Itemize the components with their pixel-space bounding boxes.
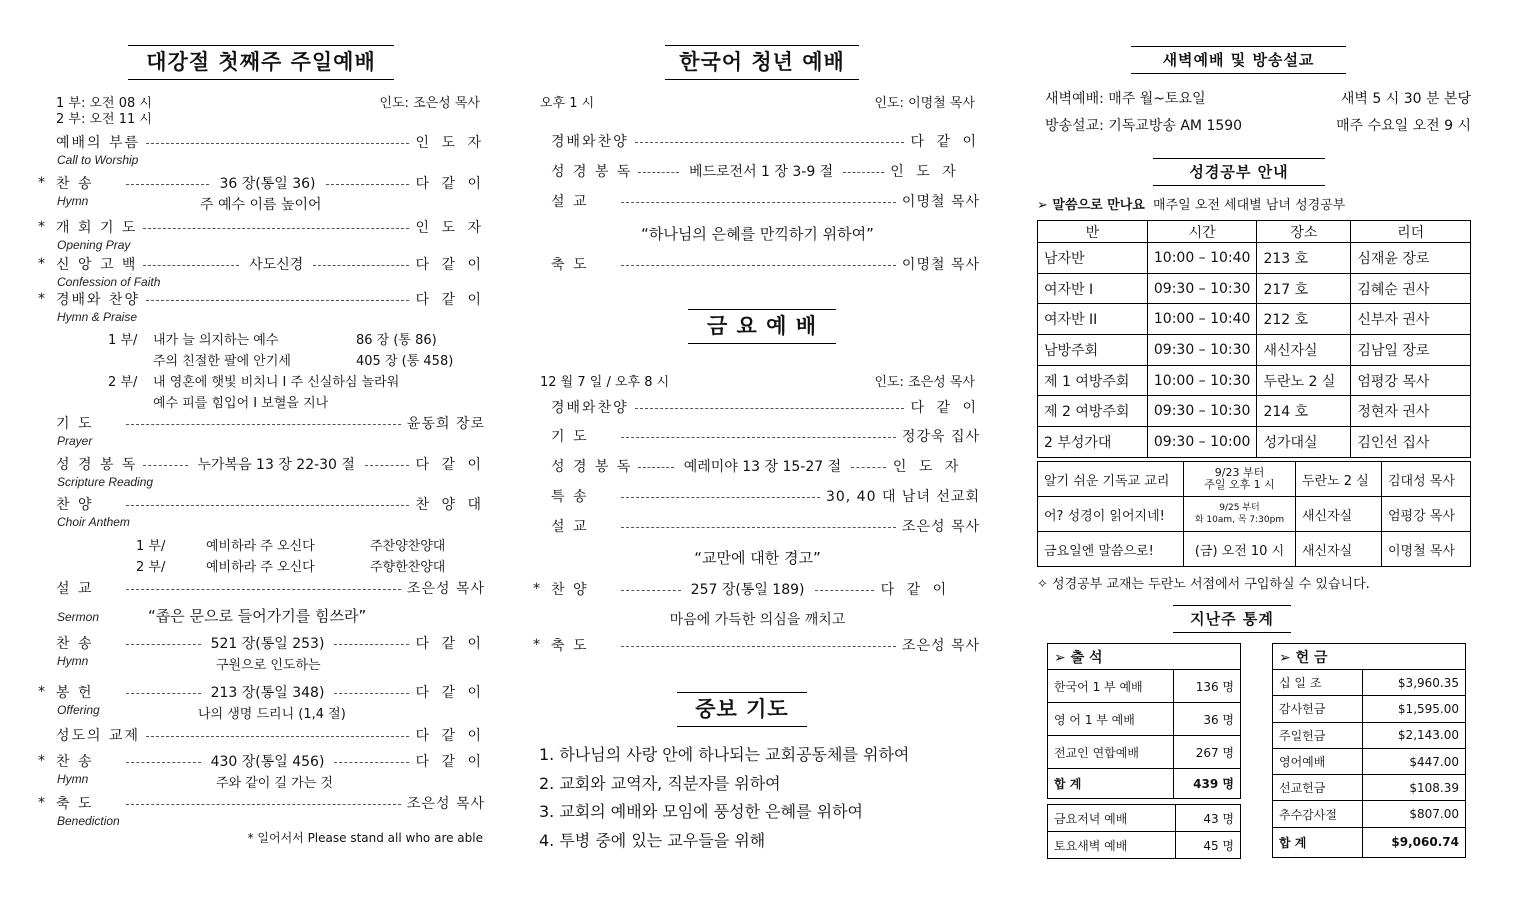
attendance-label: 영 어 1 부 예배 <box>1048 703 1174 736</box>
order-label: 성도의 교제 <box>56 728 141 744</box>
attendance-row <box>1048 805 1241 832</box>
study-cell: 제 2 여방주회 <box>1038 396 1148 427</box>
order-label: 경배와찬양 <box>551 400 629 416</box>
order-leader: 다 같 이 <box>415 754 485 770</box>
youth-leader: 인도: 이명철 목사 <box>874 96 975 111</box>
study-cell: 09:30 – 10:30 <box>1147 273 1257 304</box>
study-cell: 김혜순 권사 <box>1351 273 1471 304</box>
order-leader: 다 같 이 <box>415 457 485 473</box>
prayer-item: 3. 교회의 예배와 모임에 풍성한 은혜를 위하여 <box>539 802 863 821</box>
order-item <box>40 254 485 274</box>
study-cell: 제 1 여방주회 <box>1038 365 1148 396</box>
study-header-cell: 반 <box>1038 221 1148 243</box>
praise-number: 86 장 (통 86) <box>356 333 437 348</box>
praise-part: 2 부/ <box>108 375 138 390</box>
friday-hymn-title: 마음에 가득한 의심을 깨치고 <box>669 612 846 628</box>
order-label: 성 경 봉 독 <box>551 164 633 180</box>
study-extra-leader: 이명철 목사 <box>1382 532 1471 567</box>
offering-total-row <box>1273 827 1466 857</box>
order-english: Choir Anthem <box>57 515 130 529</box>
youth-sermon-title: “하나님의 은혜를 만끽하기 위하여” <box>641 225 874 243</box>
stand-marker: * <box>38 795 45 811</box>
order-english: Hymn <box>57 772 89 786</box>
order-english: Hymn <box>57 654 89 668</box>
study-extra-time2: 화 10am, 목 7:30pm <box>1194 515 1285 525</box>
study-cell: 정현자 권사 <box>1351 396 1471 427</box>
offering-label: 선교헌금 <box>1273 775 1363 801</box>
study-extra-name: 알기 쉬운 기독교 교리 <box>1038 462 1184 497</box>
study-cell: 09:30 – 10:30 <box>1147 396 1257 427</box>
order-item <box>40 793 485 813</box>
study-extra-leader: 엄평강 목사 <box>1382 497 1471 532</box>
order-subtitle: 주와 같이 길 가는 것 <box>216 776 333 791</box>
youth-title: 한국어 청년 예배 <box>665 45 859 80</box>
study-title: 성경공부 안내 <box>1153 158 1325 186</box>
offering-label: 영어예배 <box>1273 748 1363 774</box>
order-item <box>535 131 980 151</box>
choir-name: 주향한찬양대 <box>370 560 446 575</box>
study-cell: 김인선 집사 <box>1351 427 1471 458</box>
order-leader: 다 같 이 <box>415 257 485 273</box>
order-label: 기 도 <box>551 429 589 445</box>
study-row <box>1038 304 1471 335</box>
order-label: 축 도 <box>56 796 94 812</box>
attendance-value: 43 명 <box>1176 805 1241 832</box>
study-header-cell: 장소 <box>1257 221 1351 243</box>
stand-marker: * <box>38 684 45 700</box>
stats-title: 지난주 통계 <box>1173 605 1291 633</box>
sunday-title: 대강절 첫째주 주일예배 <box>128 45 394 80</box>
attendance-total-label: 합 계 <box>1048 769 1174 799</box>
order-item <box>535 579 980 599</box>
study-row <box>1038 427 1471 458</box>
order-leader: 다 같 이 <box>910 134 980 150</box>
order-detail: 36 장(통일 36) <box>215 173 319 193</box>
dawn-line1-right: 새벽 5 시 30 분 본당 <box>1340 91 1471 107</box>
order-english: Opening Pray <box>57 238 131 252</box>
order-item <box>535 516 980 536</box>
study-cell: 09:30 – 10:00 <box>1147 427 1257 458</box>
order-leader: 정강욱 집사 <box>901 429 980 445</box>
stand-marker: * <box>38 256 45 272</box>
order-item <box>535 486 980 506</box>
study-cell: 새신자실 <box>1257 335 1351 366</box>
attendance-row <box>1048 736 1241 769</box>
offering-label: 추수감사절 <box>1273 801 1363 827</box>
study-extra-table <box>1037 461 1471 567</box>
stand-marker: * <box>38 291 45 307</box>
order-leader: 이명철 목사 <box>901 257 980 273</box>
order-leader: 인 도 자 <box>415 220 485 236</box>
order-item <box>535 635 980 655</box>
order-detail: 257 장(통일 189) <box>687 579 809 599</box>
attendance-label: 한국어 1 부 예배 <box>1048 670 1174 703</box>
friday-sermon-title: “교만에 대한 경고” <box>694 549 821 567</box>
study-cell: 여자반 II <box>1038 304 1148 335</box>
order-label: 축 도 <box>551 257 589 273</box>
prayer-item: 4. 투병 중에 있는 교우들을 위해 <box>539 830 766 850</box>
service-time-1: 1 부: 오전 08 시 <box>56 96 152 111</box>
study-header-cell: 시간 <box>1147 221 1257 243</box>
order-label: 기 도 <box>56 416 94 432</box>
order-item <box>40 289 485 309</box>
stand-marker: * <box>38 219 45 235</box>
order-label: 설 교 <box>551 519 589 535</box>
offering-row <box>1273 748 1466 774</box>
service-time-2: 2 부: 오전 11 시 <box>56 112 152 127</box>
study-extra-row <box>1038 462 1471 497</box>
attendance-table <box>1047 643 1241 799</box>
choir-part: 2 부/ <box>136 560 166 575</box>
prayer-item: 1. 하나님의 사랑 안에 하나되는 교회공동체를 위하여 <box>539 745 910 764</box>
praise-song: 내 영혼에 햇빛 비치니 I 주 신실하심 놀라워 <box>153 375 400 390</box>
attendance-label: 토요새벽 예배 <box>1048 832 1176 859</box>
order-label: 봉 헌 <box>56 685 94 701</box>
friday-title: 금 요 예 배 <box>688 309 836 344</box>
order-item <box>40 173 485 193</box>
attendance-row <box>1048 703 1241 736</box>
order-detail: 521 장(통일 253) <box>207 633 329 653</box>
study-cell: 10:00 – 10:30 <box>1147 365 1257 396</box>
study-cell: 2 부성가대 <box>1038 427 1148 458</box>
attendance-label: 전교인 연합예배 <box>1048 736 1174 769</box>
dawn-title: 새벽예배 및 방송설교 <box>1131 46 1346 74</box>
sunday-leader: 인도: 조은성 목사 <box>379 96 480 111</box>
attendance-total-value: 439 명 <box>1174 769 1241 799</box>
offering-total-label: 합 계 <box>1273 827 1363 857</box>
order-item <box>40 217 485 237</box>
footnote: * 일어서서 Please stand all who are able <box>247 831 483 845</box>
order-english: Scripture Reading <box>57 475 154 489</box>
order-leader: 다 같 이 <box>415 176 485 192</box>
choir-song: 예비하라 주 오신다 <box>206 560 315 575</box>
offering-value: $3,960.35 <box>1363 670 1466 696</box>
study-extra-row <box>1038 497 1471 532</box>
study-note: ✧ 성경공부 교재는 두란노 서점에서 구입하실 수 있습니다. <box>1037 577 1370 592</box>
dawn-line2-right: 매주 수요일 오전 9 시 <box>1336 118 1471 134</box>
choir-song: 예비하라 주 오신다 <box>206 539 315 554</box>
order-leader: 다 같 이 <box>415 728 485 744</box>
order-detail: 사도신경 <box>245 254 307 274</box>
order-english: Offering <box>57 703 100 717</box>
dawn-line1-left: 새벽예배: 매주 월~토요일 <box>1045 91 1206 107</box>
study-extra-row <box>1038 532 1471 567</box>
attendance-value: 136 명 <box>1174 670 1241 703</box>
order-detail: 213 장(통일 348) <box>207 682 329 702</box>
order-label: 신 앙 고 백 <box>56 257 138 273</box>
study-row <box>1038 273 1471 304</box>
order-english: Benediction <box>57 814 120 828</box>
study-cell: 두란노 2 실 <box>1257 365 1351 396</box>
dawn-line2-left: 방송설교: 기독교방송 AM 1590 <box>1045 118 1243 134</box>
order-item <box>40 725 485 745</box>
study-cell: 217 호 <box>1257 273 1351 304</box>
study-intro-bold: ➢ 말씀으로 만나요 <box>1037 198 1145 213</box>
order-leader: 인 도 자 <box>890 164 960 180</box>
study-table <box>1037 220 1471 458</box>
attendance-head-row <box>1048 644 1241 670</box>
offering-total-value: $9,060.74 <box>1363 827 1466 857</box>
attendance-value: 36 명 <box>1174 703 1241 736</box>
study-cell: 엄평강 목사 <box>1351 365 1471 396</box>
prayer-item: 2. 교회와 교역자, 직분자를 위하여 <box>539 773 781 793</box>
order-label: 경배와 찬양 <box>56 292 141 308</box>
study-extra-time2: 주일 오후 1 시 <box>1204 478 1275 491</box>
offering-value: $447.00 <box>1363 748 1466 774</box>
order-label: 찬 송 <box>56 636 94 652</box>
order-label: 찬 송 <box>56 176 94 192</box>
study-row <box>1038 396 1471 427</box>
study-extra-time <box>1184 497 1296 532</box>
order-label: 찬 양 <box>56 497 94 513</box>
study-cell: 남자반 <box>1038 243 1148 274</box>
study-cell: 심재윤 장로 <box>1351 243 1471 274</box>
study-cell: 10:00 – 10:40 <box>1147 243 1257 274</box>
study-cell: 214 호 <box>1257 396 1351 427</box>
order-leader: 인 도 자 <box>892 459 963 475</box>
order-item <box>40 454 485 474</box>
choir-part: 1 부/ <box>136 539 166 554</box>
order-subtitle: 구원으로 인도하는 <box>216 658 321 673</box>
attendance-head: ➢ 출 석 <box>1048 644 1241 670</box>
order-leader: 다 같 이 <box>415 292 485 308</box>
study-extra-place: 새신자실 <box>1296 532 1382 567</box>
order-item <box>535 254 980 274</box>
stand-marker: * <box>38 753 45 769</box>
order-item <box>40 633 485 653</box>
offering-value: $807.00 <box>1363 801 1466 827</box>
order-leader: 다 같 이 <box>415 636 485 652</box>
study-cell: 여자반 I <box>1038 273 1148 304</box>
order-label: 찬 송 <box>56 754 94 770</box>
order-item <box>40 132 485 152</box>
study-intro <box>1037 194 1345 213</box>
order-item <box>535 191 980 211</box>
order-english: Hymn & Praise <box>57 310 138 324</box>
offering-label: 감사헌금 <box>1273 696 1363 722</box>
order-english: Call to Worship <box>57 153 139 167</box>
study-cell: 남방주회 <box>1038 335 1148 366</box>
order-leader: 다 같 이 <box>415 685 485 701</box>
study-extra-name: 금요일엔 말씀으로! <box>1038 532 1184 567</box>
attendance-value: 267 명 <box>1174 736 1241 769</box>
study-extra-name: 어? 성경이 읽어지네! <box>1038 497 1184 532</box>
attendance-row <box>1048 670 1241 703</box>
offering-label: 십 일 조 <box>1273 670 1363 696</box>
order-item <box>535 426 980 446</box>
study-cell: 213 호 <box>1257 243 1351 274</box>
order-subtitle: 나의 생명 드리니 (1,4 절) <box>198 707 346 722</box>
sermon-title: “좁은 문으로 들어가기를 힘쓰라” <box>148 607 367 625</box>
order-label: 설 교 <box>551 194 589 210</box>
offering-row <box>1273 801 1466 827</box>
study-extra-place: 두란노 2 실 <box>1296 462 1382 497</box>
order-leader: 다 같 이 <box>910 400 980 416</box>
study-row <box>1038 243 1471 274</box>
order-detail: 430 장(통일 456) <box>207 751 329 771</box>
order-label: 설 교 <box>56 581 94 597</box>
study-cell: 10:00 – 10:40 <box>1147 304 1257 335</box>
order-english: Hymn <box>57 194 89 208</box>
order-english: Prayer <box>57 434 93 448</box>
order-leader: 30, 40 대 남녀 선교회 <box>825 489 980 505</box>
order-item <box>40 751 485 771</box>
offering-value: $108.39 <box>1363 775 1466 801</box>
offering-head-row <box>1273 644 1466 670</box>
stand-marker: * <box>38 175 45 191</box>
offering-value: $2,143.00 <box>1363 722 1466 748</box>
study-extra-time: (금) 오전 10 시 <box>1184 532 1296 567</box>
attendance-table-2 <box>1047 804 1241 859</box>
praise-song: 주의 친절한 팔에 안기세 <box>153 354 291 369</box>
order-subtitle: 주 예수 이름 높이어 <box>200 197 322 213</box>
study-extra-leader: 김대성 목사 <box>1382 462 1471 497</box>
friday-leader: 인도: 조은성 목사 <box>874 375 975 390</box>
order-item <box>535 397 980 417</box>
attendance-value: 45 명 <box>1176 832 1241 859</box>
offering-table <box>1272 643 1466 858</box>
praise-number: 405 장 (통 458) <box>356 354 454 369</box>
order-english: Sermon <box>57 610 100 624</box>
offering-label: 주일헌금 <box>1273 722 1363 748</box>
offering-row <box>1273 696 1466 722</box>
order-label: 찬 양 <box>551 582 589 598</box>
stand-marker: * <box>533 637 540 653</box>
order-english: Confession of Faith <box>57 275 161 289</box>
order-item <box>40 682 485 702</box>
order-leader: 조은성 목사 <box>901 519 980 535</box>
study-cell: 신부자 권사 <box>1351 304 1471 335</box>
order-leader: 윤동희 장로 <box>406 416 485 432</box>
offering-head: ➢ 헌 금 <box>1273 644 1466 670</box>
stand-marker: * <box>533 581 540 597</box>
study-extra-time1: 9/23 부터 <box>1214 466 1265 479</box>
attendance-label: 금요저녁 예배 <box>1048 805 1176 832</box>
friday-time: 12 월 7 일 / 오후 8 시 <box>540 375 670 390</box>
order-leader: 이명철 목사 <box>901 194 980 210</box>
order-leader: 조은성 목사 <box>901 638 980 654</box>
study-cell: 09:30 – 10:30 <box>1147 335 1257 366</box>
study-cell: 성가대실 <box>1257 427 1351 458</box>
study-extra-time1: 9/25 부터 <box>1219 503 1260 513</box>
study-header-row <box>1038 221 1471 243</box>
study-header-cell: 리더 <box>1351 221 1471 243</box>
offering-row <box>1273 670 1466 696</box>
choir-name: 주찬양찬양대 <box>370 539 446 554</box>
study-cell: 김남일 장로 <box>1351 335 1471 366</box>
offering-value: $1,595.00 <box>1363 696 1466 722</box>
study-extra-place: 새신자실 <box>1296 497 1382 532</box>
order-leader: 조은성 목사 <box>406 796 485 812</box>
order-item <box>535 456 980 476</box>
order-detail: 누가복음 13 장 22-30 절 <box>194 454 359 474</box>
prayer-title: 중보 기도 <box>677 692 807 727</box>
order-leader: 다 같 이 <box>880 582 951 598</box>
offering-row <box>1273 775 1466 801</box>
study-row <box>1038 365 1471 396</box>
praise-song: 내가 늘 의지하는 예수 <box>153 333 279 348</box>
order-detail: 예레미야 13 장 15-27 절 <box>680 456 845 476</box>
order-label: 예배의 부름 <box>56 135 141 151</box>
study-cell: 212 호 <box>1257 304 1351 335</box>
order-label: 특 송 <box>551 489 589 505</box>
order-leader: 조은성 목사 <box>406 581 485 597</box>
praise-part: 1 부/ <box>108 333 138 348</box>
order-leader: 찬 양 대 <box>415 497 485 513</box>
order-item <box>40 413 485 433</box>
order-leader: 인 도 자 <box>415 135 485 151</box>
study-intro-text: 매주일 오전 세대별 남녀 성경공부 <box>1153 198 1346 213</box>
praise-song: 예수 피를 힘입어 I 보혈을 지나 <box>153 396 329 411</box>
offering-row <box>1273 722 1466 748</box>
youth-time: 오후 1 시 <box>540 96 595 111</box>
attendance-row <box>1048 832 1241 859</box>
study-row <box>1038 335 1471 366</box>
order-item <box>535 161 980 181</box>
study-extra-time <box>1184 462 1296 497</box>
order-detail: 베드로전서 1 장 3-9 절 <box>685 161 837 181</box>
order-label: 축 도 <box>551 638 589 654</box>
order-label: 성 경 봉 독 <box>56 457 138 473</box>
order-item <box>40 494 485 514</box>
order-item-sermon <box>40 578 485 598</box>
attendance-total-row <box>1048 769 1241 799</box>
order-label: 성 경 봉 독 <box>551 459 633 475</box>
order-label: 경배와찬양 <box>551 134 629 150</box>
order-label: 개 회 기 도 <box>56 220 138 236</box>
